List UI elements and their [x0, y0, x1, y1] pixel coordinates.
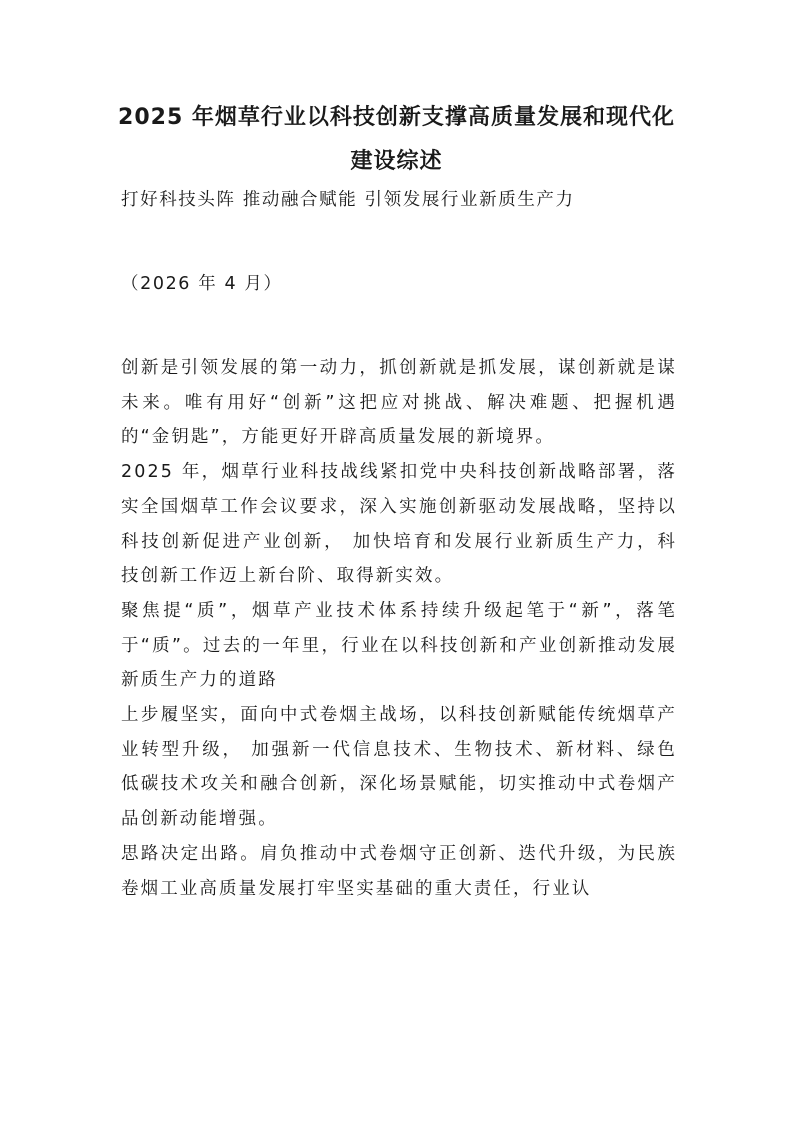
paragraph: 创新是引领发展的第一动力，抓创新就是抓发展，谋创新就是谋未来。唯有用好“创新”这把应对挑战、解决难题、把握机遇的“金钥匙”，方能更好开辟高质量发展的新境界。 [121, 358, 677, 448]
paragraph: 2025 年，烟草行业科技战线紧扣党中央科技创新战略部署，落实全国烟草工作会议要求，深入实施创新驱动发展战略，坚持以科技创新促进产业创新， 加快培育和发展行业新质生产力，科技创新工作迈上新台阶、取得新实效。 [121, 462, 677, 587]
paragraph: 聚焦提“质”，烟草产业技术体系持续升级起笔于“新”，落笔于“质”。过去的一年里，行业在以科技创新和产业创新推动发展新质生产力的道路 [121, 600, 677, 691]
document-subtitle: 打好科技头阵 推动融合赋能 引领发展行业新质生产力 [121, 190, 575, 210]
document-body [121, 351, 677, 906]
paragraph: 思路决定出路。肩负推动中式卷烟守正创新、迭代升级，为民族卷烟工业高质量发展打牢坚实基础的重大责任，行业认 [121, 843, 677, 899]
paragraph: 上步履坚实，面向中式卷烟主战场，以科技创新赋能传统烟草产业转型升级， 加强新一代信息技术、生物技术、新材料、绿色低碳技术攻关和融合创新，深化场景赋能，切实推动中式卷烟产品创新动能增强。 [121, 705, 677, 830]
document-title: 2025 年烟草行业以科技创新支撑高质量发展和现代化建设综述 [118, 105, 675, 174]
document-date: （2026 年 4 月） [121, 274, 283, 294]
